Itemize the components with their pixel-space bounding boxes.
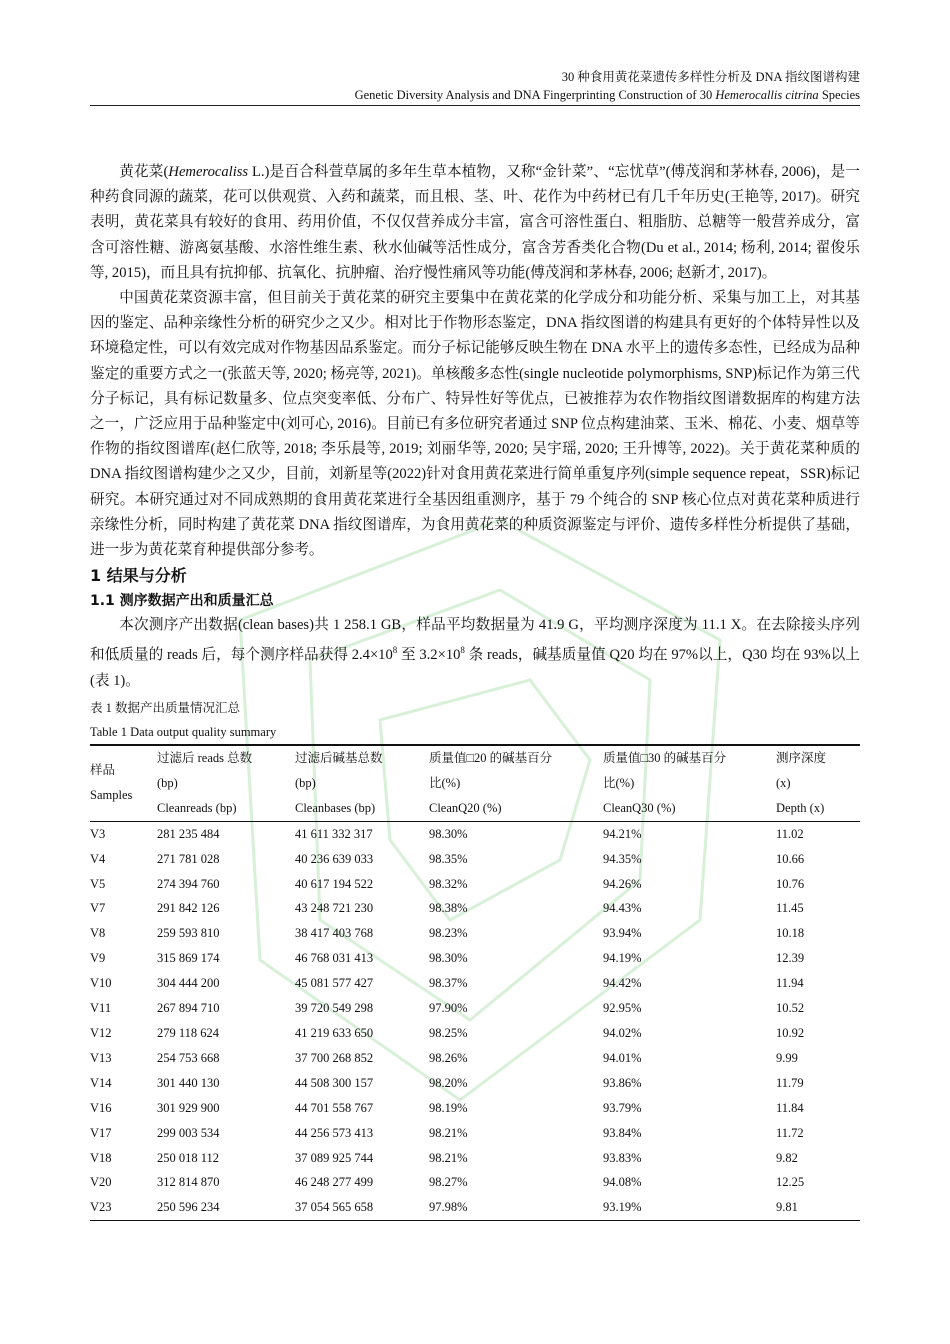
- cell-q30: 94.35%: [603, 851, 642, 866]
- cell-q30: 94.42%: [603, 976, 642, 991]
- table-row: [90, 821, 860, 846]
- cell-depth: 9.81: [776, 1200, 798, 1215]
- para1-part-a: 黄花菜(: [119, 164, 169, 180]
- cell-clean-bases: 37 089 925 744: [295, 1150, 374, 1165]
- cell-clean-reads: 299 003 534: [157, 1125, 220, 1140]
- cell-clean-bases: 43 248 721 230: [295, 901, 374, 916]
- results-paragraph: [90, 613, 860, 693]
- cell-clean-reads: 312 814 870: [157, 1175, 220, 1190]
- table-row: [90, 896, 860, 921]
- cell-clean-bases: 44 508 300 157: [295, 1075, 374, 1090]
- cell-q20: 98.30%: [429, 826, 468, 841]
- table-row: [90, 1146, 860, 1171]
- cell-clean-reads: 267 894 710: [157, 1001, 220, 1016]
- genus-name-italic: Hemerocaliss: [168, 164, 249, 180]
- table-row: [90, 872, 860, 897]
- header-rule: [90, 105, 860, 106]
- header-q30-cn: 质量值□30 的碱基百分: [603, 750, 727, 765]
- table-row: [90, 847, 860, 872]
- header-samples: [90, 745, 157, 822]
- para3-part-c: 条 reads，碱基质量值 Q20 均在 97%以上，Q30 均在 93%以上(表 1)。: [90, 647, 860, 689]
- cell-sample: V11: [90, 1001, 112, 1016]
- cell-depth: 11.84: [776, 1100, 804, 1115]
- cell-depth: 10.18: [776, 926, 805, 941]
- header-title-en-prefix: Genetic Diversity Analysis and DNA Fingerprinting Construction of 30: [354, 88, 716, 102]
- cell-clean-bases: 44 256 573 413: [295, 1125, 374, 1140]
- table-row: [90, 1021, 860, 1046]
- cell-sample: V20: [90, 1175, 112, 1190]
- cell-depth: 11.94: [776, 976, 804, 991]
- cell-q30: 93.84%: [603, 1125, 642, 1140]
- cell-clean-reads: 291 842 126: [157, 901, 220, 916]
- cell-clean-reads: 301 440 130: [157, 1075, 220, 1090]
- intro-paragraph-1: [90, 160, 860, 286]
- cell-q30: 94.01%: [603, 1050, 642, 1065]
- header-bases-unit: (bp): [295, 775, 316, 790]
- cell-sample: V8: [90, 926, 106, 941]
- header-bases-en: Cleanbases (bp): [295, 796, 429, 822]
- header-q20-cn: 质量值□20 的碱基百分: [429, 750, 553, 765]
- cell-q20: 98.27%: [429, 1175, 468, 1190]
- cell-sample: V4: [90, 851, 106, 866]
- exponent-2: 8: [460, 645, 465, 656]
- cell-depth: 10.66: [776, 851, 805, 866]
- cell-clean-bases: 40 236 639 033: [295, 851, 374, 866]
- cell-clean-bases: 46 768 031 413: [295, 951, 374, 966]
- table-row: [90, 1071, 860, 1096]
- cell-sample: V13: [90, 1050, 112, 1065]
- table-row: [90, 996, 860, 1021]
- table-row: [90, 971, 860, 996]
- header-title-en-species: Hemerocallis citrina: [715, 88, 819, 102]
- cell-q20: 98.23%: [429, 926, 468, 941]
- cell-clean-bases: 45 081 577 427: [295, 976, 374, 991]
- cell-q20: 98.20%: [429, 1075, 468, 1090]
- cell-q20: 98.32%: [429, 876, 468, 891]
- cell-sample: V12: [90, 1025, 112, 1040]
- table-row: [90, 921, 860, 946]
- cell-clean-bases: 40 617 194 522: [295, 876, 374, 891]
- cell-q30: 93.83%: [603, 1150, 642, 1165]
- table-caption-en: Table 1 Data output quality summary: [90, 724, 277, 739]
- header-depth-unit: (x): [776, 775, 791, 790]
- cell-sample: V5: [90, 876, 106, 891]
- cell-clean-reads: 301 929 900: [157, 1100, 220, 1115]
- intro-paragraph-2: 中国黄花菜资源丰富，但目前关于黄花菜的研究主要集中在黄花菜的化学成分和功能分析、采集与加工上，对其基因的鉴定、品种亲缘性分析的研究少之又少。相对比于作物形态鉴定，DNA 指纹图谱的构建具有更好的个体特异性以及环境稳定性，可以有效完成对作物基因品系鉴定。而分子标记能够反映生物在 DNA 水平上的遗传多态性，已经成为品种鉴定的重要方式之一(张蓝天等, 2020; 杨亮等, 2021)。单核酸多态性(single nucleotide polymorphisms, SNP)标记作为第三代分子标记，具有标记数量多、位点突变率低、分布广、特异性好等优点，已被推荐为农作物指纹图谱数据库的构建方法之一，广泛应用于品种鉴定中(刘可心, 2016)。目前已有多位研究者通过 SNP 位点构建油菜、玉米、棉花、小麦、烟草等作物的指纹图谱库(赵仁欣等, 2018; 李乐晨等, 2019; 刘丽华等, 2020; 吴宇瑶, 2020; 王升博等, 2022)。关于黄花菜种质的 DNA 指纹图谱构建少之又少，目前，刘新星等(2022)针对食用黄花菜进行简单重复序列(simple sequence repeat，SSR)标记研究。本研究通过对不同成熟期的食用黄花菜进行全基因组重测序，基于 79 个纯合的 SNP 核心位点对黄花菜种质进行亲缘性分析，同时构建了黄花菜 DNA 指纹图谱库，为食用黄花菜的种质资源鉴定与评价、遗传多样性分析提供了基础，进一步为黄花菜育种提供部分参考。: [90, 290, 860, 559]
- section-heading-results: 1 结果与分析: [90, 566, 187, 586]
- cell-clean-reads: 259 593 810: [157, 926, 220, 941]
- cell-clean-reads: 304 444 200: [157, 976, 220, 991]
- cell-clean-reads: 274 394 760: [157, 876, 220, 891]
- cell-q30: 93.79%: [603, 1100, 642, 1115]
- cell-q30: 94.26%: [603, 876, 642, 891]
- cell-clean-reads: 281 235 484: [157, 826, 220, 841]
- cell-clean-bases: 37 700 268 852: [295, 1050, 374, 1065]
- cell-clean-bases: 44 701 558 767: [295, 1100, 374, 1115]
- cell-clean-reads: 315 869 174: [157, 951, 220, 966]
- cell-q20: 97.98%: [429, 1200, 468, 1215]
- cell-q30: 94.21%: [603, 826, 642, 841]
- header-q30-en: CleanQ30 (%): [603, 796, 776, 822]
- header-title-en: [355, 86, 860, 104]
- cell-clean-reads: 279 118 624: [157, 1025, 220, 1040]
- para3-part-b: 至 3.2×10: [397, 647, 461, 664]
- header-depth-en: Depth (x): [776, 796, 860, 822]
- cell-sample: V17: [90, 1125, 112, 1140]
- cell-sample: V23: [90, 1200, 112, 1215]
- running-header: [355, 68, 860, 104]
- cell-clean-reads: 250 018 112: [157, 1150, 220, 1165]
- cell-depth: 10.92: [776, 1025, 805, 1040]
- cell-sample: V10: [90, 976, 112, 991]
- header-reads-unit: (bp): [157, 775, 178, 790]
- para3-part-a: 本次测序产出数据(clean bases)共 1 258.1 GB，样品平均数据量为 41.9 G，平均测序深度为 11.1 X。在去除接头序列和低质量的 reads 后，每个测序样品获得 2.4×10: [90, 617, 860, 664]
- cell-clean-bases: 46 248 277 499: [295, 1175, 374, 1190]
- cell-q30: 92.95%: [603, 1001, 642, 1016]
- exponent-1: 8: [392, 645, 398, 656]
- cell-depth: 11.79: [776, 1075, 804, 1090]
- header-bases-cn: 过滤后碱基总数: [295, 750, 383, 765]
- header-reads-cn: 过滤后 reads 总数: [157, 750, 253, 765]
- cell-q20: 98.37%: [429, 976, 468, 991]
- cell-depth: 11.02: [776, 826, 804, 841]
- cell-clean-bases: 39 720 549 298: [295, 1001, 374, 1016]
- cell-depth: 11.72: [776, 1125, 804, 1140]
- cell-depth: 9.99: [776, 1050, 798, 1065]
- subsection-heading-sequencing: 1.1 测序数据产出和质量汇总: [90, 593, 274, 610]
- header-samples-en: Samples: [90, 788, 133, 803]
- para1-part-b: L.)是百合科萱草属的多年生草本植物，又称“金针菜”、“忘忧草”(傅茂润和茅林春, 2006)，是一种药食同源的蔬菜，花可以供观赏、入药和蔬菜，而且根、茎、叶、花作为中药材已有几千年历史(王艳等, 2017)。研究表明，黄花菜具有较好的食用、药用价值，不仅仅营养成分丰富，富含可溶性蛋白、粗脂肪、总糖等一般营养成分，富含可溶性糖、游离氨基酸、水溶性维生素、秋水仙碱等活性成分，富含芳香类化合物(Du et al., 2014; 杨利, 2014; 翟俊乐等, 2015)，而且具有抗抑郁、抗氧化、抗肿瘤、治疗慢性痛风等功能(傅茂润和茅林春, 2006; 赵新才, 2017)。: [90, 164, 860, 281]
- cell-q20: 98.21%: [429, 1125, 468, 1140]
- header-title-cn: 30 种食用黄花菜遗传多样性分析及 DNA 指纹图谱构建: [561, 70, 860, 84]
- table-row: [90, 1195, 860, 1220]
- cell-q20: 98.30%: [429, 951, 468, 966]
- cell-depth: 12.39: [776, 951, 805, 966]
- cell-depth: 12.25: [776, 1175, 805, 1190]
- cell-sample: V3: [90, 826, 106, 841]
- cell-depth: 10.76: [776, 876, 805, 891]
- cell-sample: V9: [90, 951, 106, 966]
- cell-sample: V7: [90, 901, 106, 916]
- cell-clean-reads: 254 753 668: [157, 1050, 220, 1065]
- table-row: [90, 1121, 860, 1146]
- table-body: [90, 821, 860, 1221]
- cell-q20: 98.19%: [429, 1100, 468, 1115]
- header-depth-cn: 测序深度: [776, 750, 827, 765]
- cell-q20: 98.21%: [429, 1150, 468, 1165]
- header-q20-cn2: 比(%): [429, 775, 461, 790]
- cell-q20: 98.38%: [429, 901, 468, 916]
- table-caption-cn: 表 1 数据产出质量情况汇总: [90, 700, 241, 715]
- cell-q20: 98.35%: [429, 851, 468, 866]
- header-samples-cn: 样品: [90, 763, 116, 778]
- header-q20-en: CleanQ20 (%): [429, 796, 603, 822]
- cell-q20: 97.90%: [429, 1001, 468, 1016]
- cell-sample: V14: [90, 1075, 112, 1090]
- cell-q30: 93.86%: [603, 1075, 642, 1090]
- header-q30-cn2: 比(%): [603, 775, 635, 790]
- table-row: [90, 1046, 860, 1071]
- cell-sample: V16: [90, 1100, 112, 1115]
- cell-depth: 11.45: [776, 901, 804, 916]
- cell-q30: 94.43%: [603, 901, 642, 916]
- cell-depth: 9.82: [776, 1150, 798, 1165]
- cell-sample: V18: [90, 1150, 112, 1165]
- cell-clean-bases: 41 219 633 650: [295, 1025, 374, 1040]
- cell-q20: 98.26%: [429, 1050, 468, 1065]
- data-quality-table: [90, 744, 860, 1222]
- cell-q30: 94.08%: [603, 1175, 642, 1190]
- cell-q30: 94.19%: [603, 951, 642, 966]
- body-text: [90, 160, 860, 1221]
- table-row: [90, 946, 860, 971]
- table-header: [90, 745, 860, 822]
- table-row: [90, 1096, 860, 1121]
- cell-q30: 93.19%: [603, 1200, 642, 1215]
- cell-q20: 98.25%: [429, 1025, 468, 1040]
- cell-clean-bases: 38 417 403 768: [295, 926, 374, 941]
- table-row: [90, 1170, 860, 1195]
- header-title-en-suffix: Species: [818, 88, 860, 102]
- cell-q30: 93.94%: [603, 926, 642, 941]
- cell-clean-bases: 41 611 332 317: [295, 826, 373, 841]
- cell-clean-bases: 37 054 565 658: [295, 1200, 374, 1215]
- cell-depth: 10.52: [776, 1001, 805, 1016]
- cell-clean-reads: 271 781 028: [157, 851, 220, 866]
- cell-clean-reads: 250 596 234: [157, 1200, 220, 1215]
- cell-q30: 94.02%: [603, 1025, 642, 1040]
- header-reads-en: Cleanreads (bp): [157, 796, 295, 822]
